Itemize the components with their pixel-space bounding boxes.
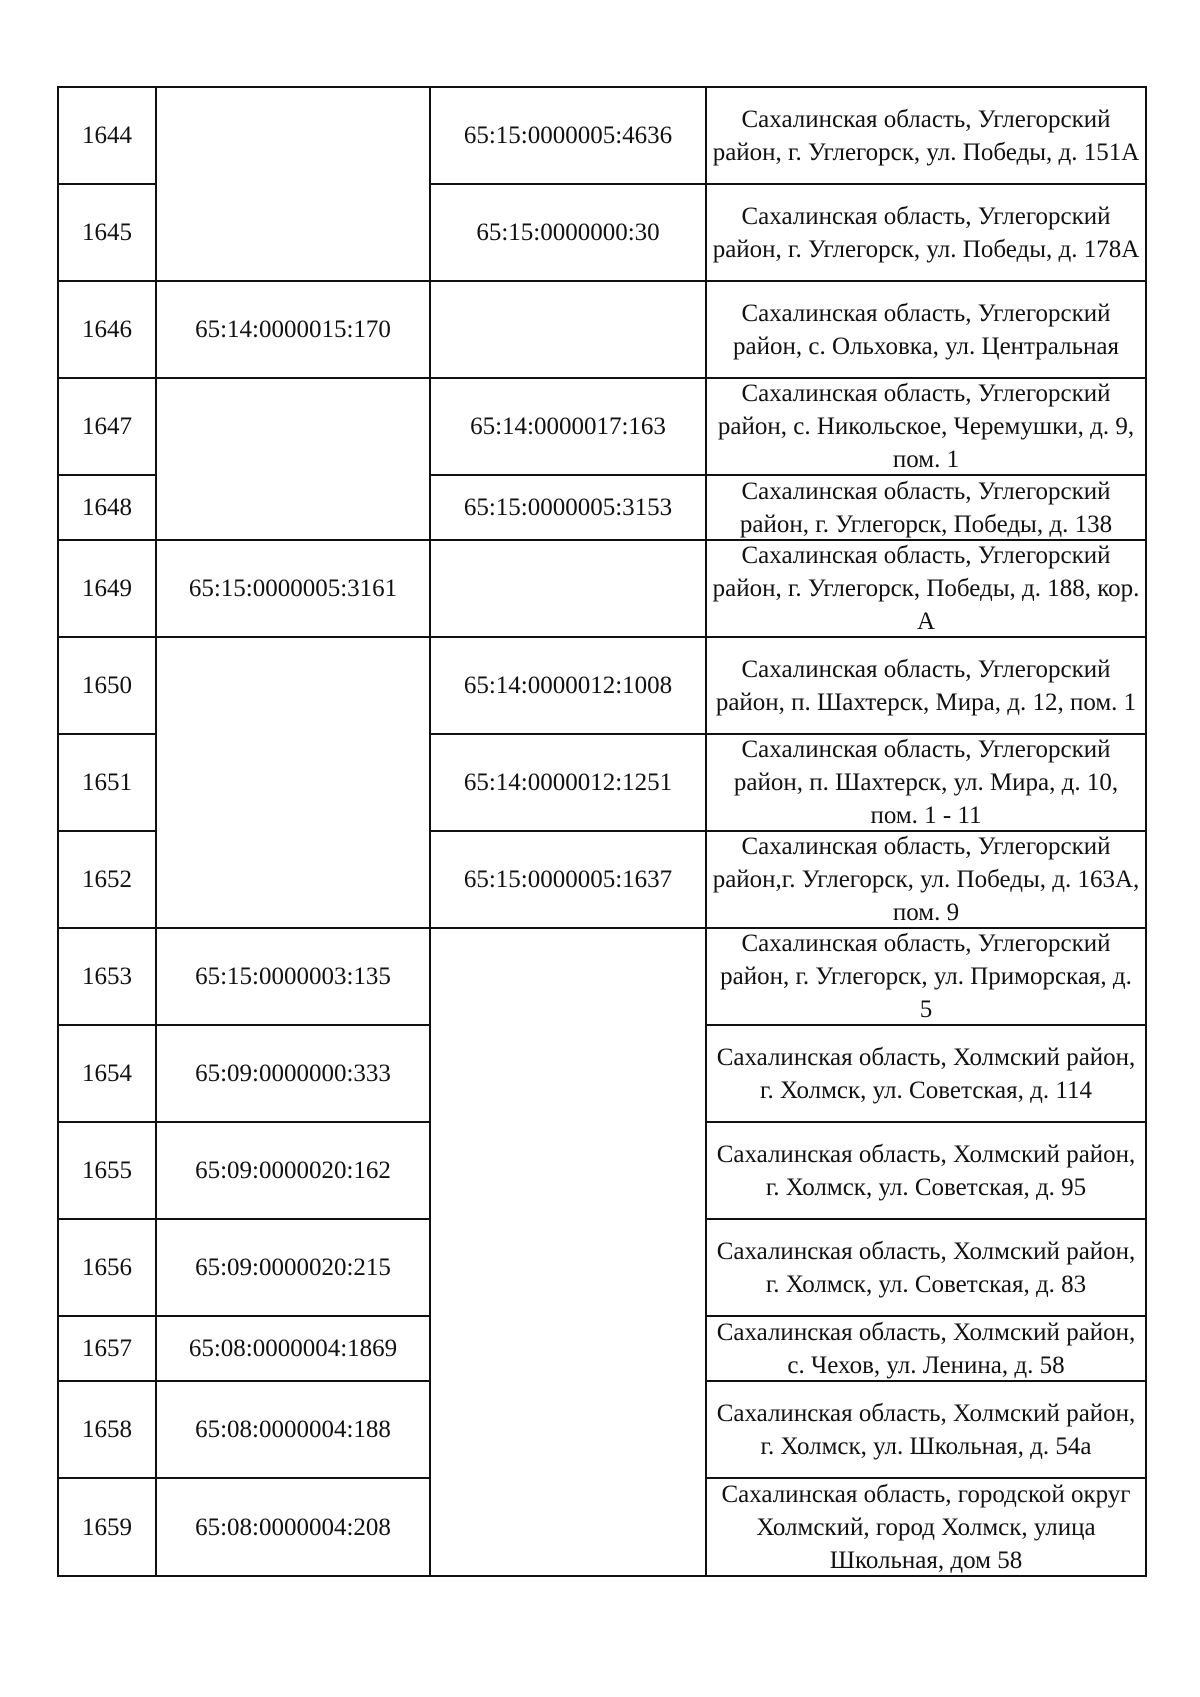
address-cell: Сахалинская область, Холмский район, г. Холмск, ул. Советская, д. 95: [705, 1121, 1147, 1220]
row-number-cell: 1653: [57, 927, 157, 1026]
address-cell: Сахалинская область, Холмский район, г. Холмск, ул. Школьная, д. 54а: [705, 1380, 1147, 1479]
row-number-cell: 1654: [57, 1024, 157, 1123]
cadastral-b-cell: 65:14:0000012:1251: [429, 733, 707, 832]
row-number-cell: 1657: [57, 1315, 157, 1382]
row-number-cell: 1644: [57, 86, 157, 185]
cadastral-b-cell: 65:15:0000005:4636: [429, 86, 707, 185]
address-cell: Сахалинская область, Углегорский район, г. Углегорск, ул. Приморская, д. 5: [705, 927, 1147, 1026]
cadastral-a-cell: 65:08:0000004:188: [155, 1380, 431, 1479]
address-cell: Сахалинская область, Углегорский район, г. Углегорск, Победы, д. 138: [705, 474, 1147, 541]
row-number-cell: 1655: [57, 1121, 157, 1220]
address-cell: Сахалинская область, городской округ Холмский, город Холмск, улица Школьная, дом 58: [705, 1477, 1147, 1577]
cadastral-b-cell: [429, 539, 707, 638]
cadastral-a-cell: 65:08:0000004:1869: [155, 1315, 431, 1382]
cadastral-a-cell: 65:08:0000004:208: [155, 1477, 431, 1577]
cadastral-a-cell: 65:15:0000003:135: [155, 927, 431, 1026]
cadastral-a-cell: 65:15:0000005:3161: [155, 539, 431, 638]
row-number-cell: 1656: [57, 1218, 157, 1317]
cadastral-b-cell: [429, 280, 707, 379]
cadastral-b-cell: 65:14:0000012:1008: [429, 636, 707, 735]
address-cell: Сахалинская область, Углегорский район,г. Углегорск, ул. Победы, д. 163А, пом. 9: [705, 830, 1147, 929]
cadastral-b-cell: [429, 927, 707, 1577]
address-cell: Сахалинская область, Углегорский район, с. Никольское, Черемушки, д. 9, пом. 1: [705, 377, 1147, 476]
cadastral-a-cell: [155, 377, 431, 541]
cadastral-a-cell: [155, 86, 431, 282]
cadastral-b-cell: 65:15:0000000:30: [429, 183, 707, 282]
address-cell: Сахалинская область, Углегорский район, п. Шахтерск, Мира, д. 12, пом. 1: [705, 636, 1147, 735]
address-cell: Сахалинская область, Углегорский район, г. Углегорск, ул. Победы, д. 178А: [705, 183, 1147, 282]
address-cell: Сахалинская область, Углегорский район, п. Шахтерск, ул. Мира, д. 10, пом. 1 - 11: [705, 733, 1147, 832]
cadastral-a-cell: 65:09:0000000:333: [155, 1024, 431, 1123]
cadastral-b-cell: 65:15:0000005:3153: [429, 474, 707, 541]
row-number-cell: 1659: [57, 1477, 157, 1577]
address-cell: Сахалинская область, Углегорский район, с. Ольховка, ул. Центральная: [705, 280, 1147, 379]
cadastral-a-cell: [155, 636, 431, 929]
row-number-cell: 1658: [57, 1380, 157, 1479]
cadastral-a-cell: 65:14:0000015:170: [155, 280, 431, 379]
address-cell: Сахалинская область, Холмский район, г. Холмск, ул. Советская, д. 83: [705, 1218, 1147, 1317]
row-number-cell: 1648: [57, 474, 157, 541]
cadastral-b-cell: 65:14:0000017:163: [429, 377, 707, 476]
address-cell: Сахалинская область, Холмский район, с. Чехов, ул. Ленина, д. 58: [705, 1315, 1147, 1382]
address-cell: Сахалинская область, Углегорский район, г. Углегорск, Победы, д. 188, кор. А: [705, 539, 1147, 638]
cadastral-a-cell: 65:09:0000020:215: [155, 1218, 431, 1317]
cadastral-b-cell: 65:15:0000005:1637: [429, 830, 707, 929]
row-number-cell: 1649: [57, 539, 157, 638]
cadastral-a-cell: 65:09:0000020:162: [155, 1121, 431, 1220]
row-number-cell: 1646: [57, 280, 157, 379]
row-number-cell: 1652: [57, 830, 157, 929]
address-cell: Сахалинская область, Углегорский район, г. Углегорск, ул. Победы, д. 151А: [705, 86, 1147, 185]
row-number-cell: 1651: [57, 733, 157, 832]
row-number-cell: 1647: [57, 377, 157, 476]
row-number-cell: 1645: [57, 183, 157, 282]
address-cell: Сахалинская область, Холмский район, г. Холмск, ул. Советская, д. 114: [705, 1024, 1147, 1123]
row-number-cell: 1650: [57, 636, 157, 735]
